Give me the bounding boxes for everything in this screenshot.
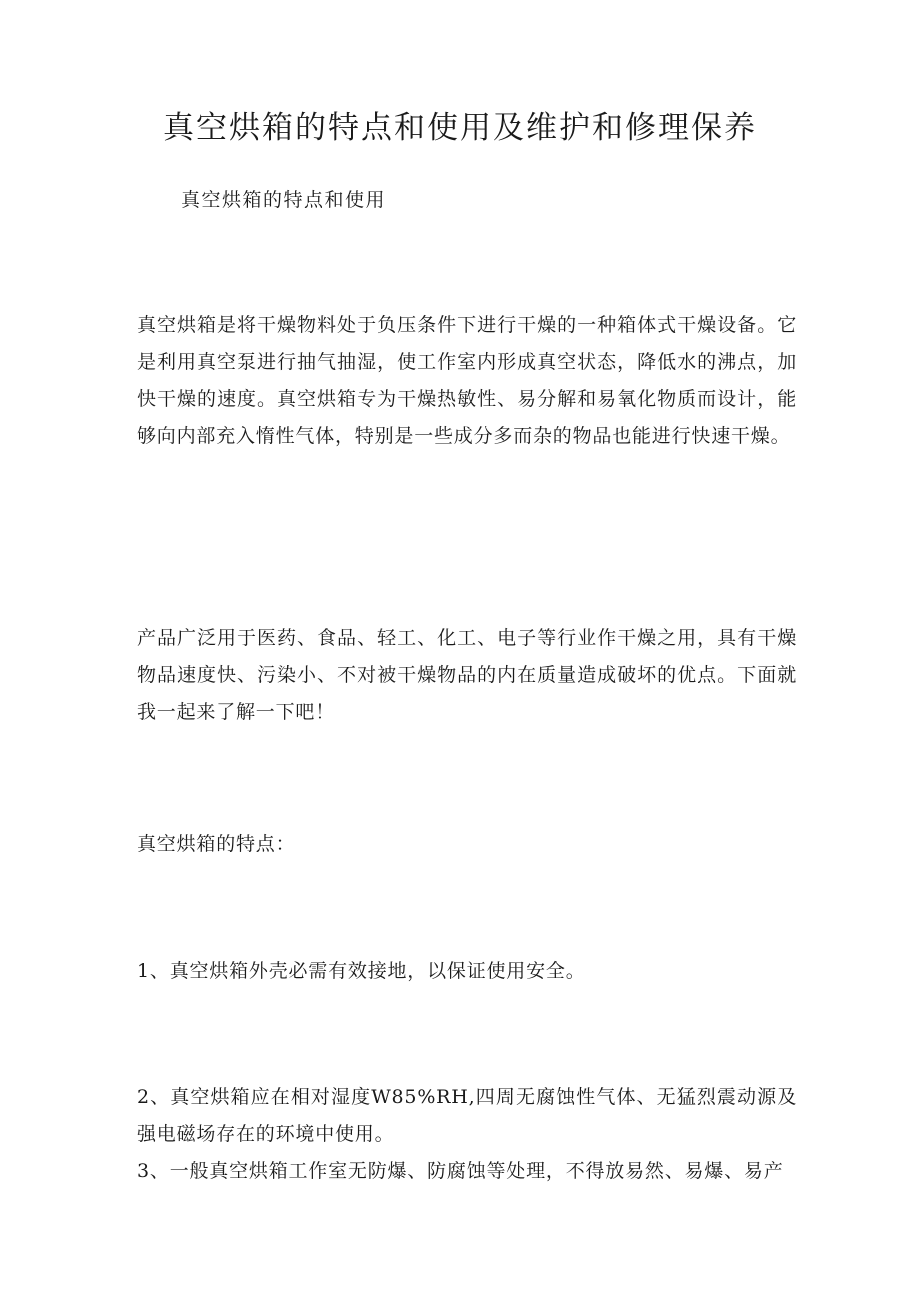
document-title: 真空烘箱的特点和使用及维护和修理保养	[163, 110, 757, 146]
list-item-3: 3、一般真空烘箱工作室无防爆、防腐蚀等处理，不得放易然、易爆、易产	[137, 1160, 784, 1182]
paragraph-applications: 产品广泛用于医药、食品、轻工、化工、电子等行业作干燥之用，具有干燥物品速度快、污染小、不对被干燥物品的内在质量造成破坏的优点。下面就我一起来了解一下吧！	[137, 627, 797, 723]
list-item-2: 2、真空烘箱应在相对湿度W85%RH,四周无腐蚀性气体、无猛烈震动源及强电磁场存在的环境中使用。	[137, 1086, 797, 1145]
list-item-1: 1、真空烘箱外壳必需有效接地，以保证使用安全。	[137, 960, 586, 982]
section-heading-features: 真空烘箱的特点：	[137, 833, 296, 855]
document-subtitle: 真空烘箱的特点和使用	[181, 189, 387, 211]
paragraph-intro: 真空烘箱是将干燥物料处于负压条件下进行干燥的一种箱体式干燥设备。它是利用真空泵进行抽气抽湿，使工作室内形成真空状态，降低水的沸点，加快干燥的速度。真空烘箱专为干燥热敏性、易分解和易氧化物质而设计，能够向内部充入惰性气体，特别是一些成分多而杂的物品也能进行快速干燥。	[137, 314, 797, 447]
